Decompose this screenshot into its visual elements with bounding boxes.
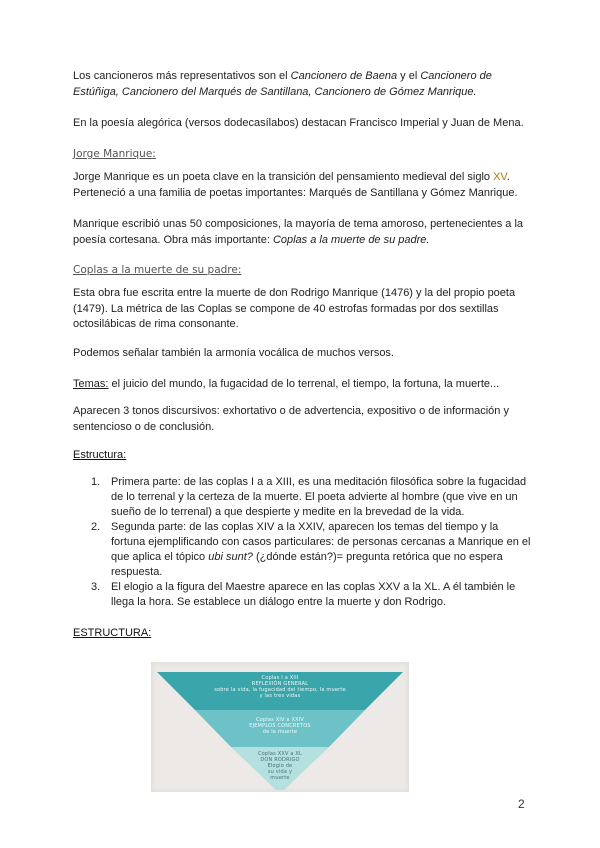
text: . Perteneció a una familia de poetas importantes: Marqués de Santillana y Gómez Manrique. (73, 171, 518, 199)
italic-titles: Cancionero de Estúñiga, Cancionero del Marqués de Santillana, Cancionero de Gómez Manrique. (73, 70, 492, 98)
item-text: (¿dónde están?)= pregunta retórica que no espera respuesta. (111, 551, 503, 578)
tier-line: de la muerte (262, 729, 298, 735)
tier-line: Coplas I a XIII (261, 675, 299, 681)
coplas-heading: Coplas a la muerte de su padre: (73, 264, 242, 276)
temas-text: el juicio del mundo, la fugacidad de lo terrenal, el tiempo, la fortuna, la muerte... (108, 378, 500, 390)
tier-line: Elogio de (267, 763, 293, 769)
tier-3-text (151, 751, 409, 781)
temas-paragraph (73, 377, 533, 393)
tonos-paragraph: Aparecen 3 tonos discursivos: exhortativo o de advertencia, expositivo o de información y sentencioso o de conclusión. (73, 405, 509, 433)
estructura-heading: Estructura: (73, 449, 127, 461)
item-text: El elogio a la figura del Maestre aparece en las coplas XXV a la XL. A él también le llega la hora. Se establece un diálogo entre la muerte y don Rodrigo. (111, 581, 516, 608)
alegorica-paragraph: En la poesía alegórica (versos dodecasílabos) destacan Francisco Imperial y Juan de Mena. (73, 117, 524, 129)
structure-pyramid-image (151, 662, 409, 792)
tier-line: DON RODRIGO (260, 757, 300, 763)
text: Los cancioneros más representativos son el (73, 70, 291, 82)
page-number: 2 (518, 797, 525, 811)
tier-line: EJEMPLOS CONCRETOS (249, 723, 311, 729)
tier-2-text (151, 717, 409, 735)
italic-title: Cancionero de Baena (290, 70, 398, 82)
text: Jorge Manrique es un poeta clave en la transición del pensamiento medieval del siglo (73, 171, 494, 183)
temas-label: Temas: (73, 378, 109, 390)
topico-text: ubi sunt? (208, 551, 253, 563)
tier-line: muerte (270, 775, 290, 781)
list-item (73, 580, 533, 610)
item-text: Primera parte: de las coplas I a a XIII, es una meditación filosófica sobre la fugacidad de lo terrenal y la certeza de la muerte. El poeta advierte al hombre (que vive en un sueño de lo terrenal) a que despierte y medite en la brevedad de la vida. (111, 476, 527, 518)
list-item (73, 520, 533, 580)
work-title: Coplas a la muerte de su padre. (272, 233, 430, 246)
text: y el (397, 70, 421, 82)
item-number: 3. (91, 581, 101, 593)
tier-line: Coplas XIV a XXIV (255, 717, 305, 723)
tier-line: su vida y (267, 769, 293, 775)
coplas-paragraph-2: Podemos señalar también la armonía vocálica de muchos versos. (73, 347, 394, 359)
tier-1-text (151, 675, 409, 699)
coplas-paragraph-1: Esta obra fue escrita entre la muerte de don Rodrigo Manrique (1476) y la del propio poeta (1479). La métrica de las Coplas se compone de 40 estrofas formadas por dos sextillas octosilábicas de rima consonante. (73, 287, 516, 330)
tier-line: Coplas XXV a XL (257, 751, 303, 757)
estructura-figure-heading: ESTRUCTURA: (73, 627, 152, 639)
text: Manrique escribió unas 50 composiciones, la mayoría de tema amoroso, pertenecientes a la poesía cortesana. Obra más importante: (73, 218, 524, 246)
jorge-paragraph-1 (73, 170, 533, 201)
tier-line: sobre la vida, la fugacidad del tiempo, la muerte (214, 687, 346, 693)
item-number: 2. (91, 521, 101, 533)
list-item (73, 475, 533, 520)
intro-paragraph (73, 69, 533, 100)
item-text: Segunda parte: de las coplas XIV a la XXIV, aparecen los temas del tiempo y la fortuna ejemplificando con casos particulares: de personas cercanas a Manrique en el que aplica el tópico (111, 521, 531, 563)
century-text: XV (493, 171, 507, 183)
tier-line: y las tres vidas (259, 693, 301, 699)
tier-line: REFLEXIÓN GENERAL (251, 681, 309, 687)
jorge-paragraph-2 (73, 217, 533, 248)
estructura-list (73, 475, 533, 610)
item-number: 1. (91, 476, 101, 488)
jorge-manrique-heading: Jorge Manrique: (73, 148, 156, 160)
